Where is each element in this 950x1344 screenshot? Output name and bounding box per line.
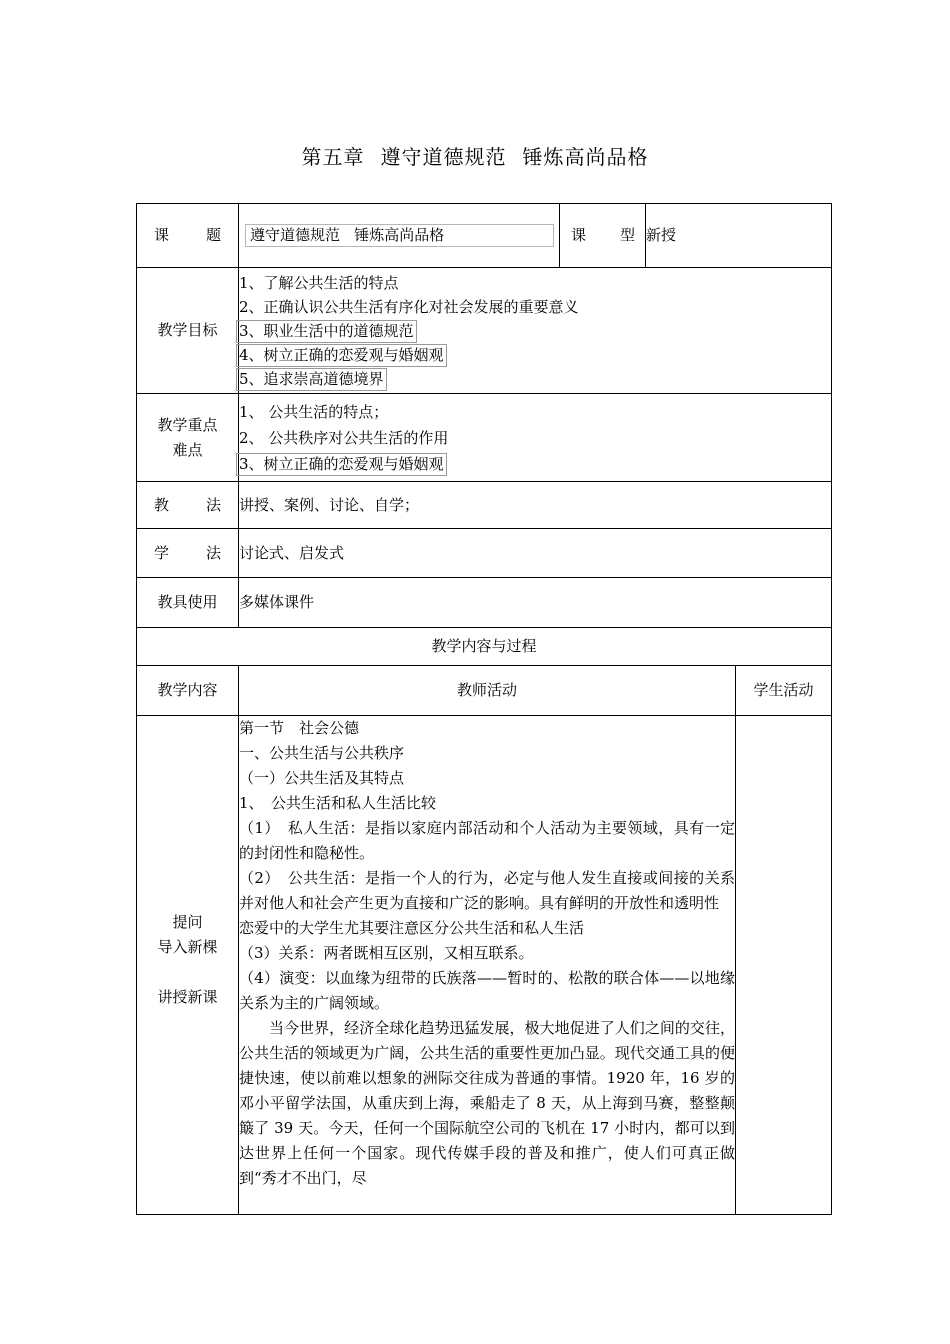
goal-item: 2、正确认识公共生活有序化对社会发展的重要意义: [239, 297, 579, 316]
tools-label: 教具使用: [137, 578, 239, 628]
goal-item: 4、树立正确的恋爱观与婚姻观: [239, 343, 831, 367]
key-points-list: [239, 394, 832, 482]
type-label-cell: 课 型: [560, 204, 646, 268]
tools-value: 多媒体课件: [239, 578, 832, 628]
goals-label: 教学目标: [137, 268, 239, 394]
key-points-row: [137, 394, 832, 482]
learning-method-label: 学 法: [137, 529, 239, 578]
topic-value: 遵守道德规范 锤炼高尚品格: [245, 224, 554, 247]
goal-item: 3、职业生活中的道德规范: [239, 319, 831, 343]
teacher-activity-cell: [239, 716, 736, 1215]
learning-method-value: 讨论式、启发式: [239, 529, 832, 578]
lesson-plan-table: [136, 203, 832, 1215]
content-cell: 提问 导入新棵 讲授新课: [137, 716, 239, 1215]
title-part-b: 锤炼高尚品格: [522, 145, 649, 169]
teacher-line: （2） 公共生活：是指一个人的行为，必定与他人发生直接或间接的关系并对他人和社会产生更为直接和广泛的影响。具有鲜明的开放性和透明性: [239, 869, 735, 912]
teaching-method-label: 教 法: [137, 482, 239, 529]
teaching-method-value: 讲授、案例、讨论、自学；: [239, 482, 832, 529]
topic-value-cell: [239, 204, 560, 268]
key-point-item: 1、 公共生活的特点；: [239, 402, 389, 421]
key-points-label: 教学重点 难点: [137, 394, 239, 482]
topic-label-cell: 课 题: [137, 204, 239, 268]
learning-method-row: [137, 529, 832, 578]
column-header-row: [137, 666, 832, 716]
topic-row: [137, 204, 832, 268]
teacher-line: （一）公共生活及其特点: [239, 769, 405, 787]
type-value: 新授: [646, 204, 832, 268]
col-header-student: 学生活动: [736, 666, 832, 716]
key-point-item: 2、 公共秩序对公共生活的作用: [239, 428, 449, 447]
col-header-teacher: 教师活动: [239, 666, 736, 716]
goal-item: 1、了解公共生活的特点: [239, 273, 399, 292]
goal-item: 5、追求崇高道德境界: [239, 367, 831, 391]
teacher-line: 一、公共生活与公共秩序: [239, 744, 405, 762]
title-chapter: 第五章: [301, 145, 365, 169]
content-row: [137, 716, 832, 1215]
teacher-line: 1、 公共生活和私人生活比较: [239, 794, 437, 812]
teacher-line: 第一节 社会公德: [239, 719, 360, 737]
goals-row: [137, 268, 832, 394]
title-part-a: 遵守道德规范: [380, 145, 507, 169]
teacher-paragraph: 当今世界，经济全球化趋势迅猛发展，极大地促进了人们之间的交往，公共生活的领域更为广阔，公共生活的重要性更加凸显。现代交通工具的便捷快速，使以前难以想象的洲际交往成为普通的事情。1920 年，16 岁的邓小平留学法国，从重庆到上海，乘船走了 8 天，从上海到马赛，整整颠簸了 39 天。今天，任何一个国际航空公司的飞机在 17 小时内，都可以到达世界上任何一个国家。现代传媒手段的普及和推广，使人们可真正做到“秀才不出门，尽: [239, 1019, 735, 1187]
teacher-line: （3）关系：两者既相互区别，又相互联系。: [239, 944, 534, 962]
col-header-content: 教学内容: [137, 666, 239, 716]
section-header: 教学内容与过程: [137, 628, 832, 666]
student-activity-cell: [736, 716, 832, 1215]
teacher-line: 恋爱中的大学生尤其要注意区分公共生活和私人生活: [239, 919, 585, 937]
section-header-row: [137, 628, 832, 666]
teacher-line: （1） 私人生活：是指以家庭内部活动和个人活动为主要领域，具有一定的封闭性和隐秘性。: [239, 819, 735, 862]
page-title: [0, 141, 950, 170]
teacher-line: （4）演变：以血缘为纽带的氏族落——暂时的、松散的联合体——以地缘关系为主的广阔领域。: [239, 969, 735, 1012]
tools-row: [137, 578, 832, 628]
key-point-item: 3、树立正确的恋爱观与婚姻观: [239, 451, 831, 477]
goals-list: [239, 268, 832, 394]
teaching-method-row: [137, 482, 832, 529]
